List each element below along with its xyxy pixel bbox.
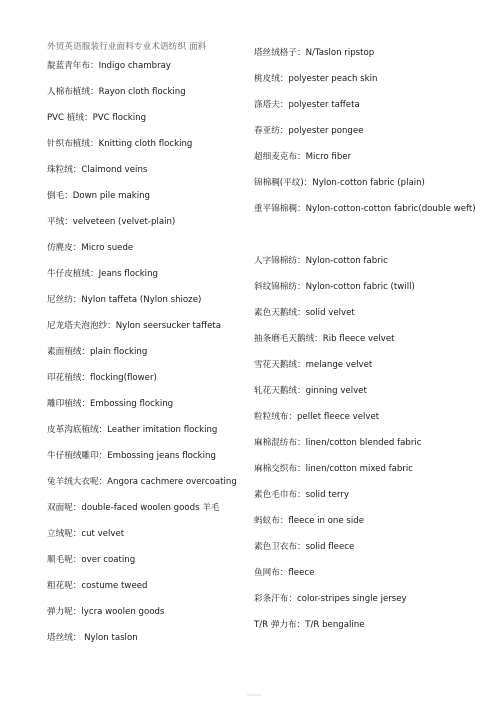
- term-entry: 素色毛巾布：solid terry: [254, 490, 349, 500]
- term-entry: 双面呢：double-faced woolen goods 羊毛: [47, 503, 220, 513]
- term-entry: 人棉布植绒：Rayon cloth flocking: [47, 87, 186, 97]
- term-entry: 牛仔植绒雕印：Embossing jeans flocking: [47, 451, 216, 461]
- term-entry: PVC 植绒：PVC flocking: [47, 113, 147, 123]
- term-entry: 皮革沟底植绒：Leather imitation flocking: [47, 425, 218, 435]
- term-entry: 塔丝绒格子：N/Taslon ripstop: [254, 48, 375, 58]
- page-footer-mark: [247, 694, 261, 696]
- term-entry: 涤塔夫：polyester taffeta: [254, 100, 360, 110]
- term-entry: 尼龙塔夫泡泡纱：Nylon seersucker taffeta: [47, 321, 222, 331]
- document-header: 外贸英语服装行业面料专业术语纺织 面料: [47, 42, 207, 52]
- term-entry: 超细麦克布：Micro fiber: [254, 152, 352, 162]
- term-entry: 塔丝绒： Nylon taslon: [47, 633, 138, 643]
- term-entry: 粒粒绒布：pellet fleece velvet: [254, 412, 380, 422]
- term-entry: 粗花呢：costume tweed: [47, 581, 148, 591]
- term-entry: 雕印植绒：Embossing flocking: [47, 399, 174, 409]
- term-entry: 蚂蚁布：fleece in one side: [254, 516, 365, 526]
- term-entry: 重平锦棉稠：Nylon-cotton-cotton fabric(double weft): [254, 204, 476, 214]
- term-entry: 彩条汗布：color-stripes single jersey: [254, 594, 407, 604]
- term-entry: 倒毛：Down pile making: [47, 191, 151, 201]
- term-entry: 立绒呢：cut velvet: [47, 529, 125, 539]
- term-entry: 轧花天鹅绒：ginning velvet: [254, 386, 367, 396]
- term-entry: 顺毛呢：over coating: [47, 555, 136, 565]
- term-entry: 抽条磨毛天鹅绒：Rib fleece velvet: [254, 334, 395, 344]
- term-entry: 尼丝纺：Nylon taffeta (Nylon shioze): [47, 295, 202, 305]
- term-entry: 麻棉混纺布：linen/cotton blended fabric: [254, 438, 422, 448]
- term-entry: 弹力呢：lycra woolen goods: [47, 607, 165, 617]
- term-entry: 素色天鹅绒：solid velvet: [254, 308, 355, 318]
- term-entry: 人字锦棉纺：Nylon-cotton fabric: [254, 256, 388, 266]
- term-entry: 桃皮绒：polyester peach skin: [254, 74, 378, 84]
- term-entry: T/R 弹力布：T/R bengaline: [254, 620, 365, 630]
- term-entry: 素面植绒：plain flocking: [47, 347, 148, 357]
- term-entry: 春亚纺：polyester pongee: [254, 126, 364, 136]
- term-entry: 兔羊绒大衣呢：Angora cachmere overcoating: [47, 477, 237, 487]
- term-entry: 斜纹锦棉纺：Nylon-cotton fabric (twill): [254, 282, 415, 292]
- term-entry: 牛仔皮植绒：Jeans flocking: [47, 269, 158, 279]
- term-entry: 雪花天鹅绒：melange velvet: [254, 360, 373, 370]
- term-entry: 平绒：velveteen (velvet-plain): [47, 217, 176, 227]
- term-entry: 素色卫衣布：solid fleece: [254, 542, 355, 552]
- term-entry: 锦棉稠(平纹)：Nylon-cotton fabric (plain): [254, 178, 425, 188]
- term-entry: 印花植绒：flocking(flower): [47, 373, 157, 383]
- term-entry: 麻棉交织布：linen/cotton mixed fabric: [254, 464, 414, 474]
- term-entry: 珠粒绒：Claimond veins: [47, 165, 148, 175]
- term-entry: 鱼网布：fleece: [254, 568, 315, 578]
- term-entry: 针织布植绒：Knitting cloth flocking: [47, 139, 193, 149]
- term-entry: 仿麂皮：Micro suede: [47, 243, 134, 253]
- term-entry: 靛蓝青年布：Indigo chambray: [47, 61, 171, 71]
